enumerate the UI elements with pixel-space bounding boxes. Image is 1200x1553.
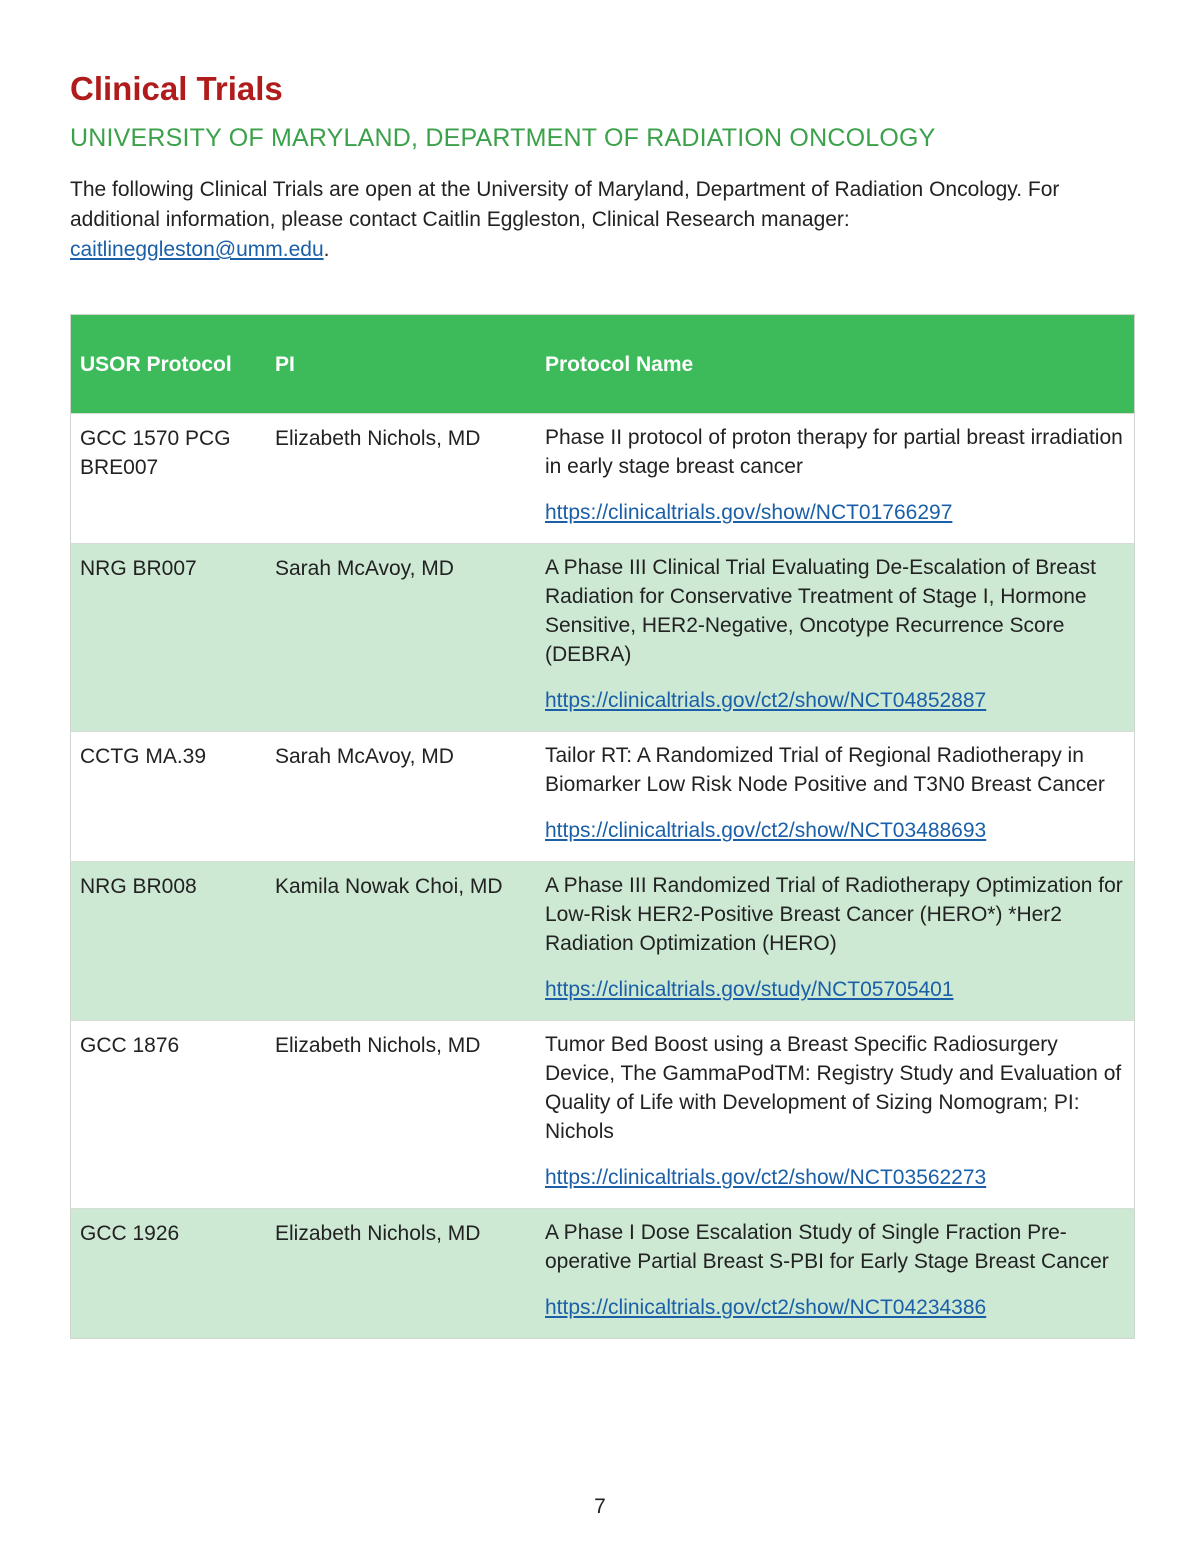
table-row [71,544,1135,732]
header-pi: PI [266,315,536,414]
cell-protocol-name [536,1021,1135,1209]
cell-protocol-name [536,732,1135,862]
trial-link[interactable]: https://clinicaltrials.gov/ct2/show/NCT03562273 [545,1166,987,1189]
protocol-name-text: Phase II protocol of proton therapy for partial breast irradiation in early stage breast cancer [545,426,1123,478]
table-header-row [71,315,1135,414]
header-protocol-name: Protocol Name [536,315,1135,414]
table-row [71,1021,1135,1209]
clinical-trials-table [70,314,1135,1339]
intro-trailing: . [323,238,330,261]
cell-pi: Sarah McAvoy, MD [266,732,536,862]
cell-protocol: NRG BR008 [71,862,267,1021]
protocol-name-text: A Phase III Clinical Trial Evaluating De-Escalation of Breast Radiation for Conservative Treatment of Stage I, Hormone Sensitive, HER2-Negative, Oncotype Recurrence Score (DEBRA) [545,556,1096,666]
cell-protocol: GCC 1570 PCG BRE007 [71,414,267,544]
header-usor-protocol: USOR Protocol [71,315,267,414]
cell-pi: Kamila Nowak Choi, MD [266,862,536,1021]
cell-pi: Elizabeth Nichols, MD [266,414,536,544]
table-row [71,732,1135,862]
cell-protocol: NRG BR007 [71,544,267,732]
cell-pi: Elizabeth Nichols, MD [266,1021,536,1209]
trial-link[interactable]: https://clinicaltrials.gov/ct2/show/NCT04234386 [545,1296,987,1319]
page-subtitle: UNIVERSITY OF MARYLAND, DEPARTMENT OF RADIATION ONCOLOGY [70,124,936,152]
trial-link[interactable]: https://clinicaltrials.gov/show/NCT01766297 [545,501,953,524]
cell-protocol: CCTG MA.39 [71,732,267,862]
intro-text: The following Clinical Trials are open at the University of Maryland, Department of Radiation Oncology. For additional information, please contact Caitlin Eggleston, Clinical Research manager: [70,178,1060,231]
intro-paragraph [70,175,1090,265]
cell-pi: Sarah McAvoy, MD [266,544,536,732]
protocol-name-text: Tailor RT: A Randomized Trial of Regional Radiotherapy in Biomarker Low Risk Node Positive and T3N0 Breast Cancer [545,744,1105,796]
page-number: 7 [594,1495,606,1518]
trial-link[interactable]: https://clinicaltrials.gov/study/NCT05705401 [545,978,954,1001]
cell-pi: Elizabeth Nichols, MD [266,1209,536,1339]
cell-protocol-name [536,544,1135,732]
page-title: Clinical Trials [70,70,283,107]
protocol-name-text: A Phase I Dose Escalation Study of Single Fraction Pre-operative Partial Breast S-PBI for Early Stage Breast Cancer [545,1221,1109,1273]
contact-email-link[interactable]: caitlineggleston@umm.edu [70,238,324,261]
protocol-name-text: A Phase III Randomized Trial of Radiotherapy Optimization for Low-Risk HER2-Positive Breast Cancer (HERO*) *Her2 Radiation Optimization (HERO) [545,874,1123,955]
trial-link[interactable]: https://clinicaltrials.gov/ct2/show/NCT04852887 [545,689,987,712]
table-row [71,862,1135,1021]
cell-protocol: GCC 1876 [71,1021,267,1209]
table-row [71,414,1135,544]
protocol-name-text: Tumor Bed Boost using a Breast Specific Radiosurgery Device, The GammaPodTM: Registry Study and Evaluation of Quality of Life with Development of Sizing Nomogram; PI: Nichols [545,1033,1122,1143]
trial-link[interactable]: https://clinicaltrials.gov/ct2/show/NCT03488693 [545,819,987,842]
cell-protocol-name [536,414,1135,544]
cell-protocol-name [536,1209,1135,1339]
cell-protocol: GCC 1926 [71,1209,267,1339]
table-row [71,1209,1135,1339]
cell-protocol-name [536,862,1135,1021]
